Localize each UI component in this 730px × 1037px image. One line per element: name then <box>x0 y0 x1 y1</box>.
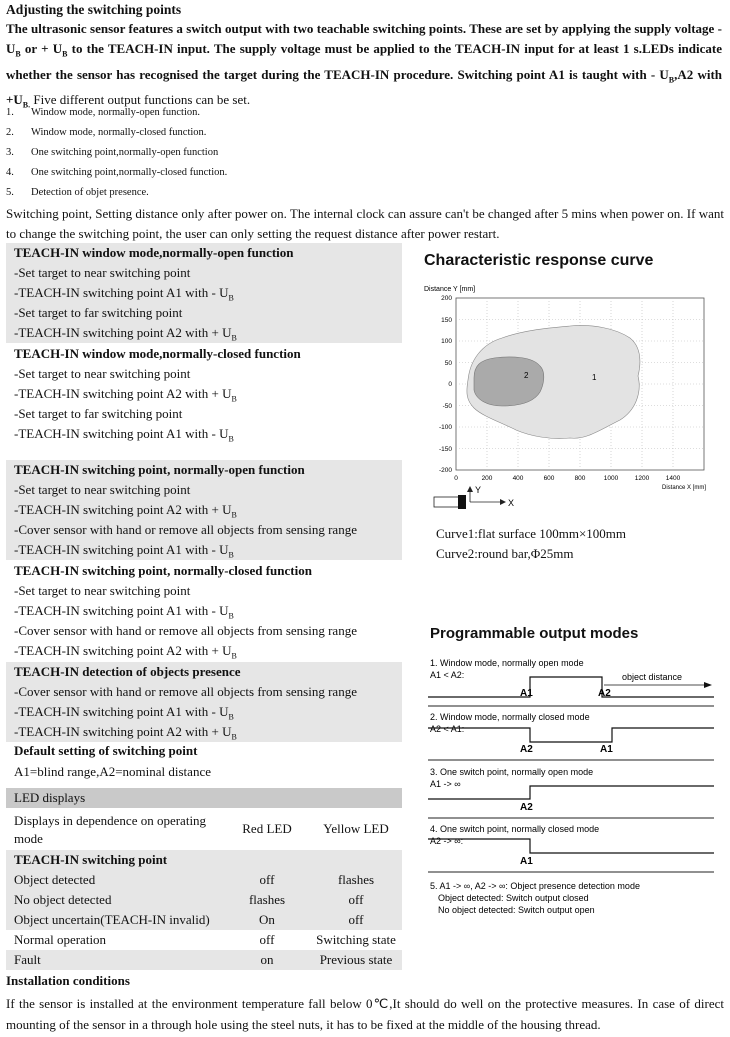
led-group: TEACH-IN switching point <box>14 852 168 867</box>
section-title: TEACH-IN switching point, normally-closed function <box>14 563 312 578</box>
mode1-a: A1 <box>520 688 533 699</box>
curve-2-label: 2 <box>524 371 529 380</box>
step: -TEACH-IN switching point A1 with - $U_B$ <box>14 603 234 621</box>
row-label: Object detected <box>14 872 96 887</box>
mode2-signal <box>428 728 714 742</box>
row-label: Object uncertain(TEACH-IN invalid) <box>14 912 210 927</box>
xtick: 0 <box>454 475 458 482</box>
mode4-title: 4. One switch point, normally closed mode <box>430 824 600 834</box>
step: -TEACH-IN switching point A1 with - $U_B$ <box>14 542 234 560</box>
curve2-caption: Curve2:round bar,Φ25mm <box>436 546 574 561</box>
default-title: Default setting of switching point <box>14 743 198 758</box>
installation-title: Installation conditions <box>6 973 130 988</box>
mode3-a: A2 <box>520 802 533 813</box>
xtick: 1000 <box>603 475 619 482</box>
response-chart <box>420 280 720 520</box>
list-item: 1. Window mode, normally-open function. <box>6 107 200 118</box>
curve-2 <box>474 357 544 406</box>
power-on-note: Switching point, Setting distance only after power on. The internal clock can assure can't be changed after 5 mins when power on. If want to change the switching point, the user can only setting the request distance after power restart. <box>6 206 724 241</box>
table-row <box>6 930 402 950</box>
axis-y-label: Y <box>475 485 482 495</box>
row-red: On <box>259 912 275 927</box>
arrow-head-icon <box>704 682 712 688</box>
xtick: 1200 <box>634 475 650 482</box>
step: -Set target to far switching point <box>14 406 183 421</box>
ytick: -150 <box>438 446 452 453</box>
xtick: 1400 <box>665 475 681 482</box>
row-label: Normal operation <box>14 932 107 947</box>
step: -TEACH-IN switching point A2 with + $U_B$ <box>14 386 237 404</box>
ytick: 50 <box>444 360 452 367</box>
table-row <box>6 950 402 970</box>
xtick: 800 <box>574 475 586 482</box>
xtick: 200 <box>481 475 493 482</box>
curve1-caption: Curve1:flat surface 100mm×100mm <box>436 526 627 541</box>
default-text: A1=blind range,A2=nominal distance <box>14 764 211 779</box>
step: -TEACH-IN switching point A2 with + $U_B$ <box>14 724 237 742</box>
mode2-b: A1 <box>600 744 613 755</box>
sensor-icon <box>434 486 506 509</box>
section-sp-no <box>6 460 402 560</box>
row-red: off <box>259 932 275 947</box>
row-red: on <box>260 952 274 967</box>
led-col-yellow: Yellow LED <box>323 821 389 836</box>
step: -TEACH-IN switching point A1 with - $U_B$ <box>14 704 234 722</box>
step: -TEACH-IN switching point A2 with + $U_B$ <box>14 502 237 520</box>
row-red: flashes <box>248 892 286 907</box>
x-ticks <box>454 475 680 482</box>
table-row <box>6 910 402 930</box>
section-sp-nc <box>6 561 402 661</box>
step: -Set target to near switching point <box>14 583 191 598</box>
table-row <box>6 890 402 910</box>
mode2-cond: A2 < A1: <box>430 724 465 734</box>
mode4-cond: A2 -> ∞: <box>430 836 464 846</box>
chart-title: Characteristic response curve <box>424 252 654 269</box>
mode5-line2: Object detected: Switch output closed <box>438 893 589 903</box>
mode5-line3: No object detected: Switch output open <box>438 905 595 915</box>
step: -Cover sensor with hand or remove all objects from sensing range <box>14 623 357 638</box>
row-yellow: Previous state <box>319 952 393 967</box>
row-yellow: off <box>348 912 364 927</box>
mode1-b: A2 <box>598 688 611 699</box>
ytick: 0 <box>448 381 452 388</box>
ytick: 100 <box>441 338 452 345</box>
chart-xlabel: Distance X [mm] <box>661 485 707 491</box>
step: -TEACH-IN switching point A1 with - $U_B$ <box>14 285 234 303</box>
installation-text: If the sensor is installed at the environment temperature fall below 0℃,It should do well on the protective measures. In case of direct mounting of the sensor in a through hole using the steel nuts, it has to be fixed at the middle of the housing thread. <box>6 996 724 1032</box>
mode3-title: 3. One switch point, normally open mode <box>430 767 594 777</box>
list-item: 2. Window mode, normally-closed function. <box>6 127 207 138</box>
ytick: 150 <box>441 317 452 324</box>
row-label: No object detected <box>14 892 112 907</box>
led-col0: Displays in dependence on operating mode <box>14 813 207 846</box>
chart-ylabel: Distance Y [mm] <box>424 286 476 293</box>
mode3-signal <box>428 786 714 799</box>
step: -Set target to near switching point <box>14 482 191 497</box>
ytick: -50 <box>442 403 452 410</box>
mode5-line1: 5. A1 -> ∞, A2 -> ∞: Object presence detection mode <box>430 881 640 891</box>
row-yellow: flashes <box>337 872 375 887</box>
xtick: 400 <box>512 475 524 482</box>
ytick: -100 <box>438 424 452 431</box>
row-yellow: Switching state <box>316 932 396 947</box>
led-header: LED displays <box>6 788 402 808</box>
function-list <box>6 103 227 203</box>
row-label: Fault <box>14 952 41 967</box>
mode2-a: A2 <box>520 744 533 755</box>
section-presence <box>6 662 402 742</box>
step: -TEACH-IN switching point A2 with + $U_B$ <box>14 643 237 661</box>
mode4-signal <box>428 839 714 853</box>
mode4-a: A1 <box>520 856 533 867</box>
row-red: off <box>259 872 275 887</box>
section-window-nc <box>6 344 402 444</box>
section-title: TEACH-IN detection of objects presence <box>14 664 241 679</box>
y-ticks <box>439 295 452 474</box>
list-item: 5. Detection of objet presence. <box>6 187 149 198</box>
ytick: 200 <box>441 295 452 302</box>
object-distance-label: object distance <box>622 672 683 682</box>
axis-x-label: X <box>508 498 515 508</box>
intro-paragraph: The ultrasonic sensor features a switch output with two teachable switching points. These are set by applying the supply voltage - $U_B$ or + $U_B$ to the TEACH-IN input. The supply voltage must be applied to the TEACH-IN input for at least 1 s.LEDs indicate whether the sensor has recognised the target during the TEACH-IN procedure. Switching point A1 is taught with - $U_B,A2$ with $+U_{B.}$ Five different output functions can be set. <box>6 21 723 110</box>
list-item: 3. One switching point,normally-open function <box>6 147 219 158</box>
mode3-cond: A1 -> ∞ <box>430 779 461 789</box>
row-yellow: off <box>348 892 364 907</box>
led-col-red: Red LED <box>242 821 292 836</box>
section-title: TEACH-IN window mode,normally-closed function <box>14 346 301 361</box>
section-title: TEACH-IN window mode,normally-open function <box>14 245 294 260</box>
mode2-title: 2. Window mode, normally closed mode <box>430 712 590 722</box>
step: -Cover sensor with hand or remove all objects from sensing range <box>14 684 357 699</box>
xtick: 600 <box>543 475 555 482</box>
step: -TEACH-IN switching point A1 with - $U_B$ <box>14 426 234 444</box>
modes-title: Programmable output modes <box>430 625 639 642</box>
table-row <box>6 870 402 890</box>
page-heading: Adjusting the switching points <box>6 2 182 17</box>
step: -Set target to near switching point <box>14 366 191 381</box>
section-window-no <box>6 243 402 343</box>
step: -Set target to near switching point <box>14 265 191 280</box>
mode1-cond: A1 < A2: <box>430 670 465 680</box>
ytick: -200 <box>438 467 452 474</box>
output-modes-diagram <box>428 648 724 924</box>
section-title: TEACH-IN switching point, normally-open function <box>14 462 305 477</box>
led-table <box>6 808 402 970</box>
step: -Set target to far switching point <box>14 305 183 320</box>
list-item: 4. One switching point,normally-closed function. <box>6 167 228 178</box>
curve-1-label: 1 <box>592 373 597 382</box>
mode1-title: 1. Window mode, normally open mode <box>430 658 584 668</box>
step: -TEACH-IN switching point A2 with + $U_B$ <box>14 325 237 343</box>
step: -Cover sensor with hand or remove all objects from sensing range <box>14 522 357 537</box>
